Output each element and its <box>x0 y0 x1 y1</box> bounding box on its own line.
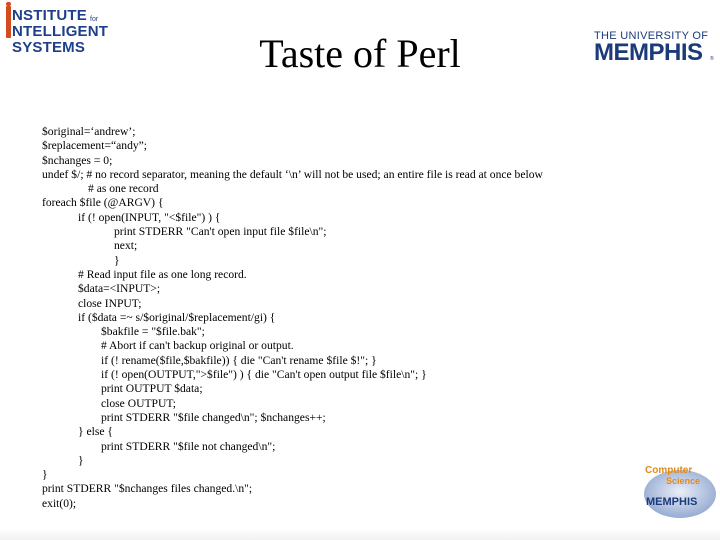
perl-code-block <box>42 125 642 511</box>
code-line: if (! rename($file,$bakfile)) { die "Can't rename $file $!"; } <box>101 353 377 367</box>
code-line: undef $/; # no record separator, meaning the default ‘\n’ will not be used; an entire file is read at once below <box>42 167 543 181</box>
computer-science-badge <box>640 460 718 520</box>
logo-for: for <box>90 16 99 23</box>
code-line: next; <box>114 239 138 253</box>
code-line: $data=<INPUT>; <box>78 282 161 296</box>
code-line: if (! open(OUTPUT,">$file") ) { die "Can't open output file $file\n"; } <box>101 368 427 382</box>
code-line: } <box>114 253 120 267</box>
badge-line-3: MEMPHIS <box>646 496 698 508</box>
code-line: print STDERR "$file changed\n"; $nchanges++; <box>101 410 326 424</box>
code-line: # Read input file as one long record. <box>78 267 247 281</box>
computer-science-badge-graphic <box>640 460 718 520</box>
code-line: print OUTPUT $data; <box>101 382 203 396</box>
code-line: # Abort if can't backup original or output. <box>101 339 294 353</box>
logo-trademark: ® <box>710 56 714 62</box>
university-of-memphis-logo <box>592 30 716 68</box>
code-line: close OUTPUT; <box>101 396 177 410</box>
code-line: $bakfile = "$file.bak"; <box>101 325 205 339</box>
code-line: } else { <box>78 425 113 439</box>
code-line: $nchanges = 0; <box>42 153 113 167</box>
code-line: foreach $file (@ARGV) { <box>42 196 164 210</box>
badge-line-2: Science <box>666 476 701 486</box>
code-line: exit(0); <box>42 496 77 510</box>
logo-line-1: NSTITUTE <box>12 7 87 24</box>
code-line: # as one record <box>88 182 159 196</box>
logo-memphis: MEMPHIS <box>594 39 703 66</box>
code-line: $replacement=“andy”; <box>42 139 148 153</box>
logo-university-of: THE UNIVERSITY OF <box>594 30 709 42</box>
code-line: if ($data =~ s/$original/$replacement/gi) { <box>78 310 276 324</box>
code-line: print STDERR "$file not changed\n"; <box>101 439 276 453</box>
code-line: close INPUT; <box>78 296 142 310</box>
code-line: } <box>42 468 48 482</box>
code-line: print STDERR "Can't open input file $file\n"; <box>114 225 327 239</box>
code-line: } <box>78 453 84 467</box>
slide-title: Taste of Perl <box>259 31 461 76</box>
code-line: if (! open(INPUT, "<$file") ) { <box>78 210 221 224</box>
footer-bar <box>0 528 720 540</box>
logo-line-3: SYSTEMS <box>12 39 86 56</box>
code-line: print STDERR "$nchanges files changed.\n"; <box>42 482 253 496</box>
badge-line-1: Computer <box>645 465 693 476</box>
logo-line-2: NTELLIGENT <box>12 23 109 40</box>
code-line: $original=‘andrew’; <box>42 125 136 138</box>
